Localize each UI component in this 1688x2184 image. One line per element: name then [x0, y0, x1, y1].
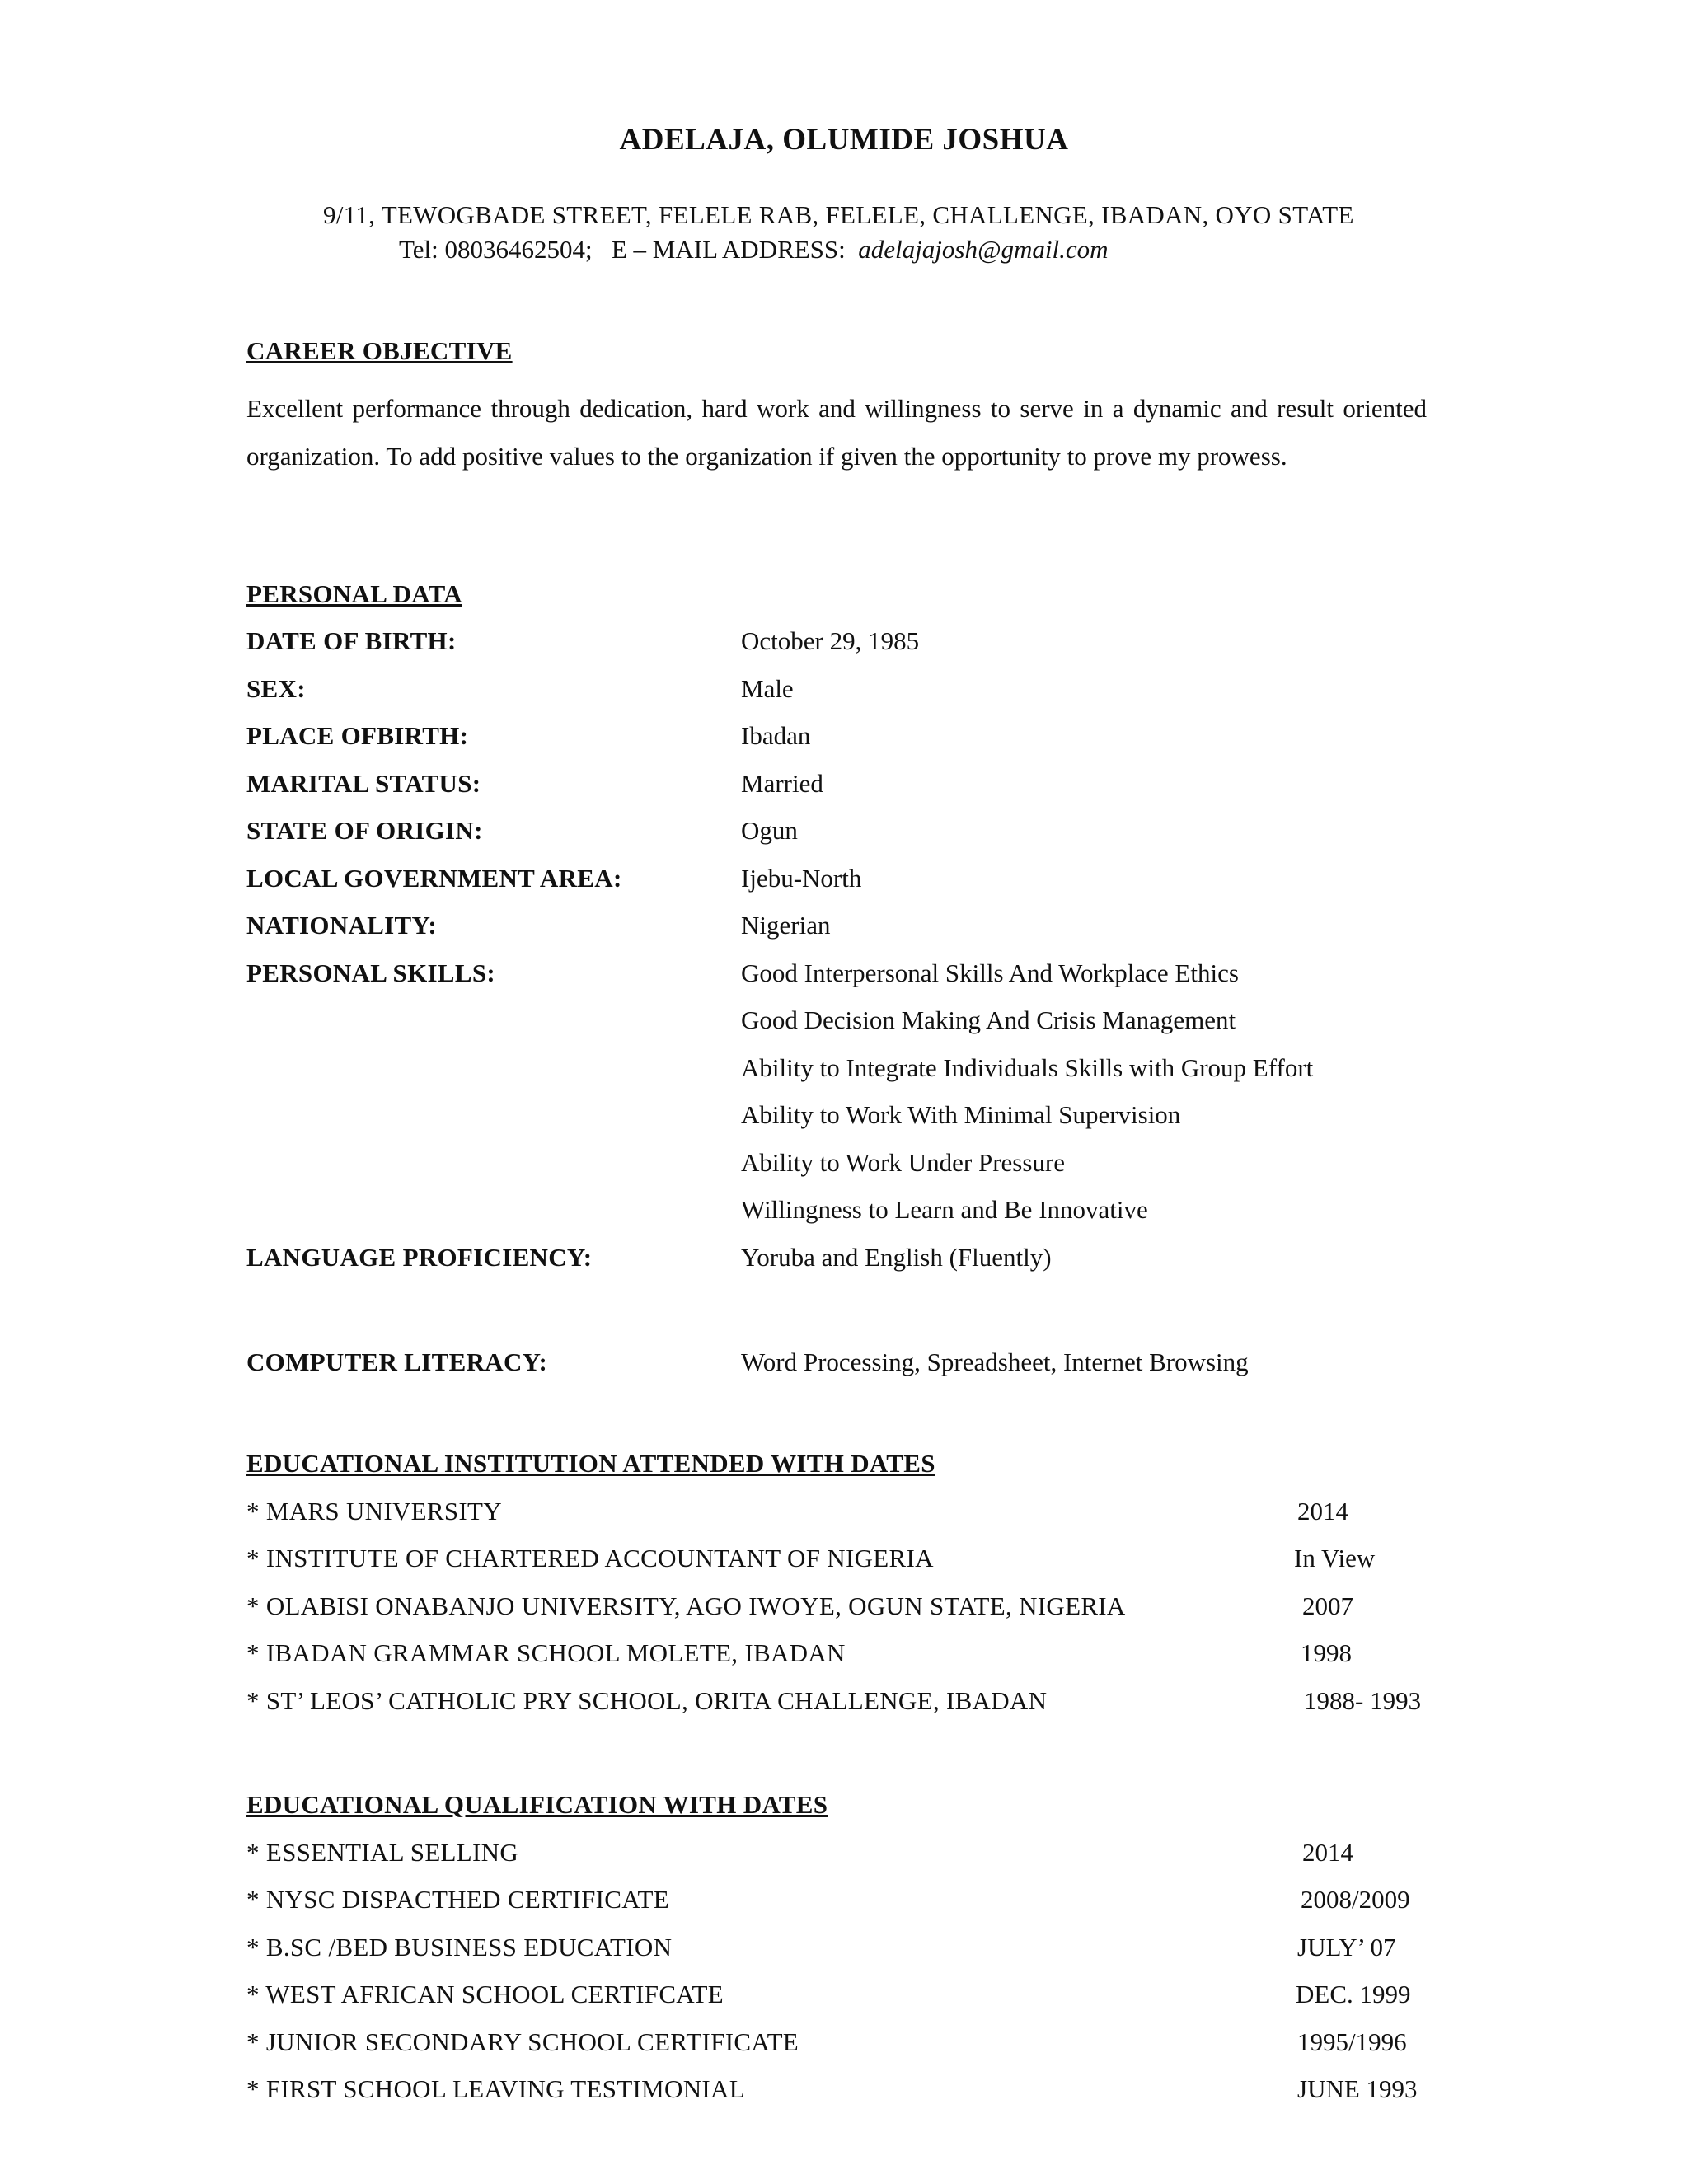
nationality-label: NATIONALITY:	[246, 911, 437, 940]
skill-item: Willingness to Learn and Be Innovative	[741, 1195, 1148, 1224]
sex-row	[246, 674, 1450, 715]
qualifications-heading: EDUCATIONAL QUALIFICATION WITH DATES	[246, 1790, 828, 1819]
institution-row	[246, 1686, 1450, 1727]
institution-name: * OLABISI ONABANJO UNIVERSITY, AGO IWOYE, OGUN STATE, NIGERIA	[246, 1591, 1126, 1620]
qualification-name: * NYSC DISPACTHED CERTIFICATE	[246, 1885, 669, 1914]
computer-row	[246, 1347, 1450, 1389]
nationality-value: Nigerian	[741, 911, 831, 940]
qualification-name: * B.SC /BED BUSINESS EDUCATION	[246, 1933, 673, 1961]
computer-label: COMPUTER LITERACY:	[246, 1347, 548, 1376]
qualification-date: 1995/1996	[1297, 2027, 1407, 2056]
institution-name: * ST’ LEOS’ CATHOLIC PRY SCHOOL, ORITA CHALLENGE, IBADAN	[246, 1686, 1048, 1715]
career-objective-heading: CAREER OBJECTIVE	[246, 336, 513, 365]
skill-item: Good Interpersonal Skills And Workplace Ethics	[741, 958, 1239, 987]
sex-value: Male	[741, 674, 794, 703]
qualification-name: * WEST AFRICAN SCHOOL CERTIFCATE	[246, 1980, 724, 2008]
lga-row	[246, 864, 1450, 905]
qualification-row	[246, 1933, 1450, 1974]
language-row	[246, 1243, 1450, 1284]
qualification-date: JULY’ 07	[1297, 1933, 1396, 1961]
qualification-name: * ESSENTIAL SELLING	[246, 1838, 519, 1867]
lga-label: LOCAL GOVERNMENT AREA:	[246, 864, 622, 893]
applicant-name: ADELAJA, OLUMIDE JOSHUA	[619, 123, 1069, 157]
institution-row	[246, 1497, 1450, 1538]
institution-date: 2007	[1302, 1591, 1353, 1620]
marital-label: MARITAL STATUS:	[246, 769, 481, 798]
institution-date: 1988- 1993	[1304, 1686, 1422, 1715]
origin-row	[246, 816, 1450, 857]
dob-value: October 29, 1985	[741, 626, 920, 655]
institution-name: * INSTITUTE OF CHARTERED ACCOUNTANT OF NIGERIA	[246, 1544, 934, 1572]
qualification-date: JUNE 1993	[1297, 2074, 1418, 2103]
skill-item: Ability to Work With Minimal Supervision	[741, 1100, 1181, 1129]
institution-date: In View	[1294, 1544, 1376, 1572]
skill-item: Ability to Integrate Individuals Skills with Group Effort	[741, 1053, 1314, 1082]
contact-line	[399, 235, 1108, 265]
nationality-row	[246, 911, 1450, 952]
institution-date: 1998	[1301, 1638, 1352, 1667]
qualification-row	[246, 1980, 1450, 2021]
pob-value: Ibadan	[741, 721, 811, 750]
career-objective-text: Excellent performance through dedication, hard work and willingness to serve in a dynamic and result oriented organization. To add positive values to the organization if given the opportunity to prove my prowess.	[246, 394, 1427, 471]
pob-label: PLACE OFBIRTH:	[246, 721, 469, 750]
qualification-date: DEC. 1999	[1296, 1980, 1411, 2008]
institution-name: * IBADAN GRAMMAR SCHOOL MOLETE, IBADAN	[246, 1638, 846, 1667]
pob-row	[246, 721, 1450, 762]
origin-value: Ogun	[741, 816, 798, 845]
institution-row	[246, 1544, 1450, 1585]
qualification-date: 2008/2009	[1301, 1885, 1410, 1914]
qualification-row	[246, 1885, 1450, 1926]
telephone: Tel: 08036462504;	[399, 235, 593, 264]
personal-data-heading: PERSONAL DATA	[246, 579, 462, 608]
qualification-date: 2014	[1302, 1838, 1353, 1867]
address-line: 9/11, TEWOGBADE STREET, FELELE RAB, FELELE, CHALLENGE, IBADAN, OYO STATE	[323, 200, 1354, 229]
dob-label: DATE OF BIRTH:	[246, 626, 457, 655]
marital-value: Married	[741, 769, 823, 798]
institution-name: * MARS UNIVERSITY	[246, 1497, 502, 1526]
institution-date: 2014	[1297, 1497, 1348, 1526]
institution-row	[246, 1638, 1450, 1680]
lga-value: Ijebu-North	[741, 864, 862, 893]
dob-row	[246, 626, 1450, 668]
language-value: Yoruba and English (Fluently)	[741, 1243, 1052, 1272]
language-label: LANGUAGE PROFICIENCY:	[246, 1243, 593, 1272]
qualification-name: * FIRST SCHOOL LEAVING TESTIMONIAL	[246, 2074, 745, 2103]
institutions-heading: EDUCATIONAL INSTITUTION ATTENDED WITH DATES	[246, 1449, 935, 1478]
marital-row	[246, 769, 1450, 810]
email-label: E – MAIL ADDRESS:	[611, 235, 846, 264]
qualification-row	[246, 2074, 1450, 2116]
email-address: adelajajosh@gmail.com	[858, 235, 1109, 264]
skill-item: Good Decision Making And Crisis Management	[741, 1005, 1236, 1034]
computer-value: Word Processing, Spreadsheet, Internet Browsing	[741, 1347, 1249, 1376]
skill-item: Ability to Work Under Pressure	[741, 1148, 1065, 1177]
sex-label: SEX:	[246, 674, 306, 703]
institution-row	[246, 1591, 1450, 1633]
qualification-row	[246, 1838, 1450, 1879]
origin-label: STATE OF ORIGIN:	[246, 816, 483, 845]
qualification-name: * JUNIOR SECONDARY SCHOOL CERTIFICATE	[246, 2027, 799, 2056]
qualification-row	[246, 2027, 1450, 2069]
skills-label: PERSONAL SKILLS:	[246, 958, 495, 987]
